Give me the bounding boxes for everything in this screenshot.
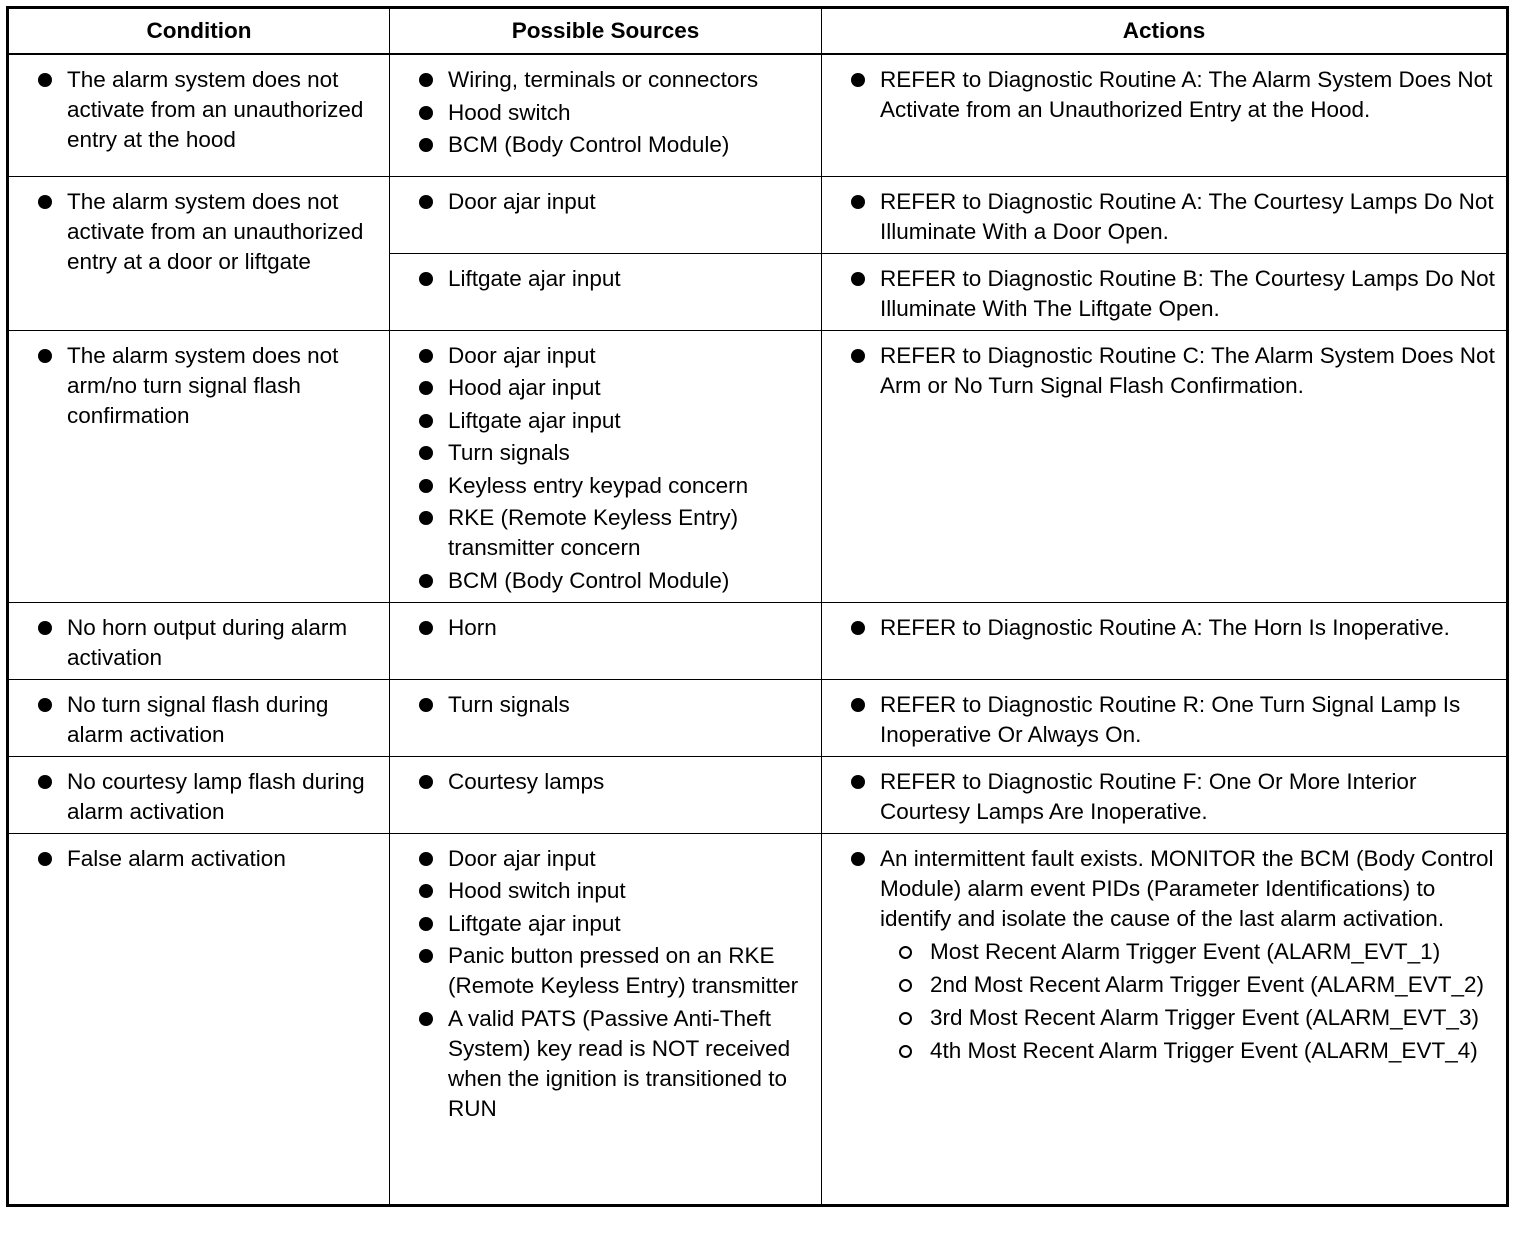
sources-cell (390, 756, 822, 833)
bullet-icon (419, 775, 433, 789)
sources-cell (390, 833, 822, 1205)
condition-text: The alarm system does not activate from an unauthorized entry at a door or liftgate (67, 188, 364, 274)
bullet-icon (419, 917, 433, 931)
source-item: Hood switch (448, 99, 571, 125)
source-item: Wiring, terminals or connectors (448, 67, 759, 92)
action-text: REFER to Diagnostic Routine A: The Alarm System Does Not Activate from an Unauthorized Entry at the Hood. (880, 67, 1493, 122)
action-text: REFER to Diagnostic Routine A: The Horn Is Inoperative. (880, 614, 1450, 640)
bullet-icon (38, 195, 52, 209)
bullet-icon (419, 349, 433, 363)
header-condition: Condition (8, 8, 390, 55)
circle-bullet-icon (899, 946, 912, 959)
source-item: Liftgate ajar input (448, 910, 621, 936)
source-item: Horn (448, 614, 497, 640)
bullet-icon (38, 621, 52, 635)
condition-cell (8, 756, 390, 833)
bullet-icon (419, 138, 433, 152)
header-possible-sources: Possible Sources (390, 8, 822, 55)
actions-cell (822, 833, 1508, 1205)
condition-cell (8, 602, 390, 679)
table-row (8, 833, 1508, 1205)
bullet-icon (419, 698, 433, 712)
actions-cell (822, 253, 1508, 330)
bullet-icon (851, 621, 865, 635)
alarm-event-pid: 2nd Most Recent Alarm Trigger Event (ALARM_EVT_2) (930, 971, 1484, 997)
condition-text: No turn signal flash during alarm activation (67, 691, 329, 747)
table-row (8, 176, 1508, 253)
bullet-icon (419, 446, 433, 460)
condition-cell (8, 833, 390, 1205)
alarm-event-pid: 4th Most Recent Alarm Trigger Event (ALARM_EVT_4) (930, 1037, 1478, 1063)
bullet-icon (419, 272, 433, 286)
table-row (8, 756, 1508, 833)
action-text: An intermittent fault exists. MONITOR the BCM (Body Control Module) alarm event PIDs (Parameter Identifications) to identify and isolate the cause of the last alarm activation. (880, 845, 1494, 931)
bullet-icon (419, 574, 433, 588)
source-item: Turn signals (448, 691, 570, 717)
bullet-icon (419, 195, 433, 209)
action-text: REFER to Diagnostic Routine C: The Alarm System Does Not Arm or No Turn Signal Flash Confirmation. (880, 342, 1495, 398)
source-item: BCM (Body Control Module) (448, 567, 730, 593)
bullet-icon (38, 775, 52, 789)
bullet-icon (851, 775, 865, 789)
table-row (8, 679, 1508, 756)
source-item: Hood switch input (448, 878, 626, 903)
actions-cell (822, 176, 1508, 253)
sources-cell (390, 330, 822, 602)
condition-cell (8, 54, 390, 176)
sources-cell (390, 176, 822, 253)
actions-cell (822, 602, 1508, 679)
bullet-icon (851, 73, 865, 87)
source-item: Keyless entry keypad concern (448, 472, 749, 498)
bullet-icon (419, 381, 433, 395)
sources-cell (390, 602, 822, 679)
bullet-icon (419, 852, 433, 866)
circle-bullet-icon (899, 1012, 912, 1025)
bullet-icon (419, 479, 433, 493)
sources-cell (390, 54, 822, 176)
condition-text: False alarm activation (67, 845, 286, 871)
bullet-icon (419, 884, 433, 898)
condition-text: The alarm system does not activate from an unauthorized entry at the hood (67, 67, 364, 152)
table-row (8, 54, 1508, 176)
bullet-icon (419, 73, 433, 87)
source-item: RKE (Remote Keyless Entry) transmitter concern (448, 505, 739, 560)
bullet-icon (419, 511, 433, 525)
header-row (8, 8, 1508, 55)
source-item: Liftgate ajar input (448, 265, 621, 291)
source-item: Courtesy lamps (448, 768, 605, 794)
action-text: REFER to Diagnostic Routine F: One Or More Interior Courtesy Lamps Are Inoperative. (880, 768, 1417, 824)
condition-text: The alarm system does not arm/no turn signal flash confirmation (67, 342, 339, 428)
source-item: Panic button pressed on an RKE (Remote Keyless Entry) transmitter (448, 943, 799, 998)
bullet-icon (419, 1012, 433, 1026)
bullet-icon (851, 852, 865, 866)
bullet-icon (851, 195, 865, 209)
condition-text: No horn output during alarm activation (67, 614, 348, 670)
bullet-icon (38, 349, 52, 363)
table-row (8, 602, 1508, 679)
source-item: Hood ajar input (448, 375, 601, 400)
source-item: Door ajar input (448, 845, 596, 871)
bullet-icon (419, 621, 433, 635)
source-item: Liftgate ajar input (448, 407, 621, 433)
action-text: REFER to Diagnostic Routine A: The Courtesy Lamps Do Not Illuminate With a Door Open. (880, 188, 1494, 244)
header-actions: Actions (822, 8, 1508, 55)
condition-cell (8, 176, 390, 330)
bullet-icon (38, 698, 52, 712)
table-row (8, 330, 1508, 602)
condition-cell (8, 679, 390, 756)
actions-cell (822, 756, 1508, 833)
source-item: Door ajar input (448, 342, 596, 368)
bullet-icon (419, 949, 433, 963)
actions-cell (822, 330, 1508, 602)
symptom-chart-table (6, 6, 1509, 1207)
bullet-icon (38, 73, 52, 87)
condition-cell (8, 330, 390, 602)
sources-cell (390, 253, 822, 330)
bullet-icon (419, 106, 433, 120)
condition-text: No courtesy lamp flash during alarm activation (67, 768, 365, 824)
bullet-icon (419, 414, 433, 428)
bullet-icon (851, 272, 865, 286)
bullet-icon (851, 698, 865, 712)
source-item: A valid PATS (Passive Anti-Theft System) key read is NOT received when the ignition is transitioned to RUN (448, 1005, 791, 1121)
bullet-icon (851, 349, 865, 363)
action-text: REFER to Diagnostic Routine R: One Turn Signal Lamp Is Inoperative Or Always On. (880, 691, 1461, 747)
actions-cell (822, 54, 1508, 176)
circle-bullet-icon (899, 1045, 912, 1058)
bullet-icon (38, 852, 52, 866)
alarm-event-pid: Most Recent Alarm Trigger Event (ALARM_EVT_1) (930, 938, 1441, 964)
source-item: Turn signals (448, 440, 570, 465)
actions-cell (822, 679, 1508, 756)
source-item: Door ajar input (448, 188, 596, 214)
alarm-event-pid: 3rd Most Recent Alarm Trigger Event (ALARM_EVT_3) (930, 1004, 1479, 1030)
source-item: BCM (Body Control Module) (448, 132, 730, 157)
circle-bullet-icon (899, 979, 912, 992)
sources-cell (390, 679, 822, 756)
action-text: REFER to Diagnostic Routine B: The Courtesy Lamps Do Not Illuminate With The Liftgate Open. (880, 265, 1495, 321)
